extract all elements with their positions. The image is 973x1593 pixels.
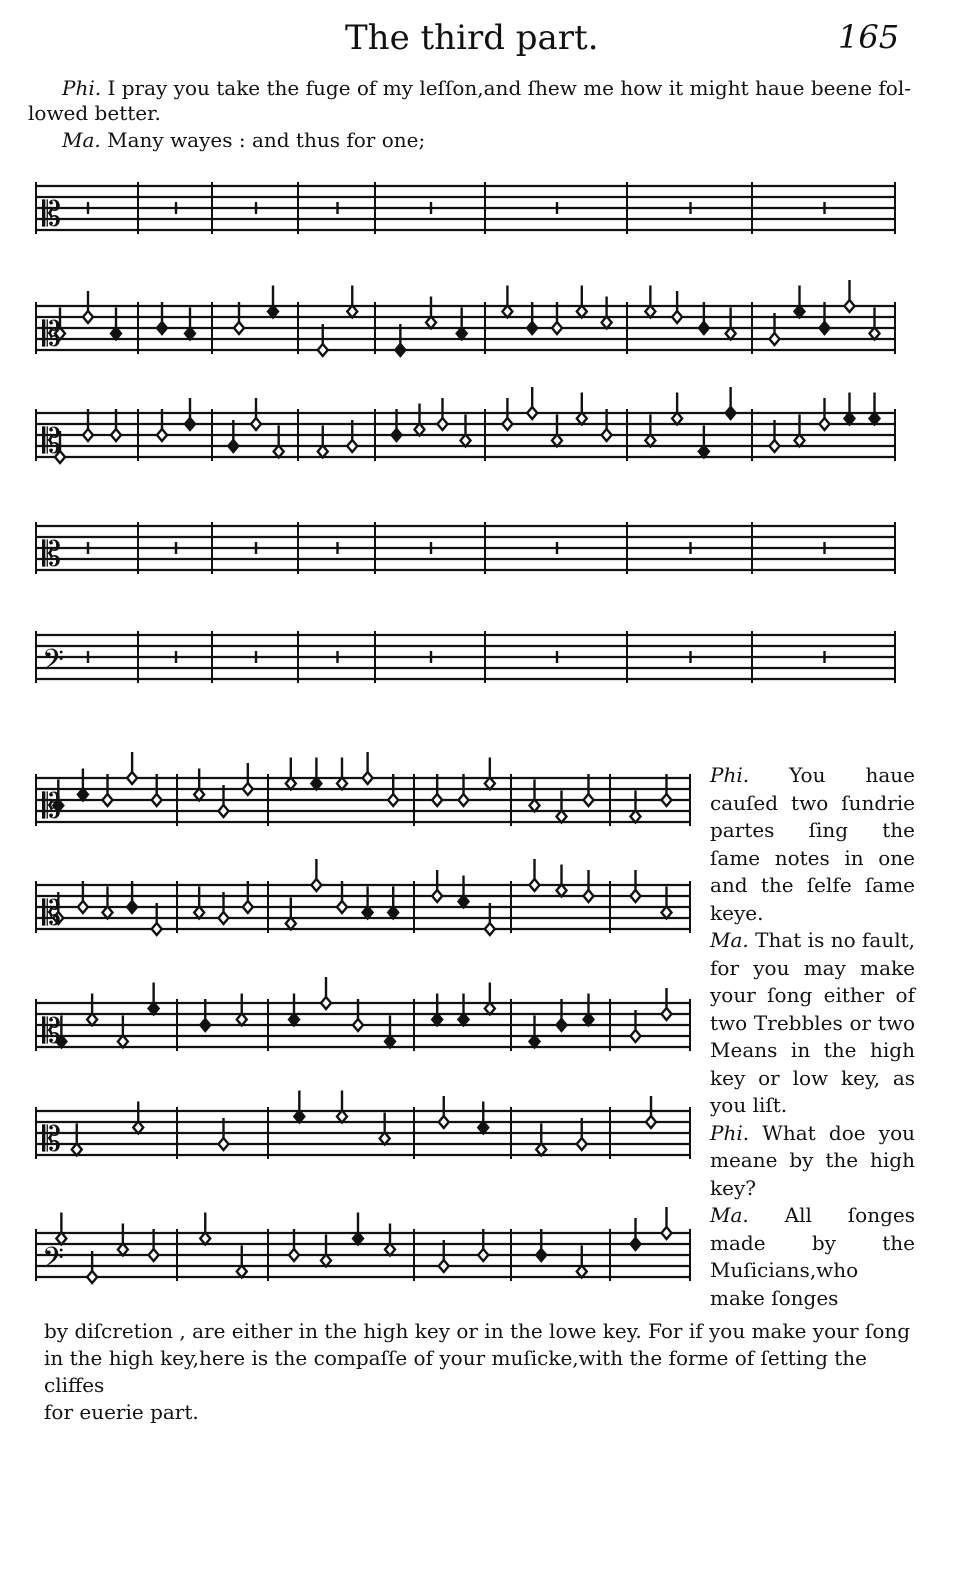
note-head [318, 446, 328, 458]
note-head [459, 896, 469, 908]
speaker-label: Ma. [710, 928, 749, 952]
note-head [289, 1014, 299, 1026]
note-head [577, 1266, 587, 1278]
note-head [631, 1030, 641, 1042]
note-head [385, 1036, 395, 1048]
note-head [820, 418, 830, 430]
side-paragraph [710, 1120, 915, 1203]
note-head [286, 918, 296, 930]
note-head [527, 407, 537, 419]
note-head [133, 1122, 143, 1134]
note-head [185, 418, 195, 430]
note-head [584, 1014, 594, 1026]
note-head [584, 794, 594, 806]
note-head [438, 418, 448, 430]
note-head [870, 328, 880, 340]
note-head [268, 306, 278, 318]
note-head [118, 1036, 128, 1048]
note-head [530, 879, 540, 891]
speaker-label: Phi. [710, 763, 750, 787]
note-head [311, 778, 321, 790]
note-head [415, 424, 425, 436]
clef-sign: 𝄡 [42, 893, 61, 934]
side-paragraph [710, 762, 915, 927]
note-head [219, 912, 229, 924]
note-head [557, 885, 567, 897]
note-head [699, 322, 709, 334]
note-head [557, 1019, 567, 1031]
note-head [672, 311, 682, 323]
note-head [485, 1003, 495, 1015]
clef-sign: 𝄡 [42, 1119, 61, 1160]
side-paragraph [710, 927, 915, 1120]
note-head [353, 1019, 363, 1031]
note-head [795, 435, 805, 447]
note-head [459, 1014, 469, 1026]
speaker-label: Phi. [62, 76, 102, 100]
note-head [385, 1244, 395, 1256]
note-head [72, 1144, 82, 1156]
note-head [699, 446, 709, 458]
note-head [602, 429, 612, 441]
note-head [552, 322, 562, 334]
note-head [83, 311, 93, 323]
note-head [770, 333, 780, 345]
note-head [557, 811, 567, 823]
note-head [395, 344, 405, 356]
note-head [363, 907, 373, 919]
note-head [662, 794, 672, 806]
note-head [337, 901, 347, 913]
note-head [770, 440, 780, 452]
note-head [311, 879, 321, 891]
note-head [149, 1249, 159, 1261]
note-head [432, 794, 442, 806]
note-head [631, 1238, 641, 1250]
note-head [243, 783, 253, 795]
intro-text: lowed better. [28, 101, 161, 125]
side-text: All ſonges made by the Muſicians,who make ſonges [710, 1203, 915, 1310]
clef-sign: 𝄢 [42, 643, 64, 684]
note-head [485, 778, 495, 790]
note-head [577, 306, 587, 318]
note-head [321, 997, 331, 1009]
note-head [388, 794, 398, 806]
note-head [584, 890, 594, 902]
note-head [294, 1111, 304, 1123]
note-head [251, 418, 261, 430]
intro-text: I pray you take the fuge of my leſſon,and ſhew me how it might haue beene fol- [101, 76, 912, 100]
note-head [337, 778, 347, 790]
note-head [870, 413, 880, 425]
note-head [127, 772, 137, 784]
note-head [228, 440, 238, 452]
note-head [87, 1271, 97, 1283]
note-head [502, 418, 512, 430]
note-head [432, 1014, 442, 1026]
note-head [111, 429, 121, 441]
note-head [577, 1138, 587, 1150]
note-head [530, 1036, 540, 1048]
note-head [459, 794, 469, 806]
note-head [530, 800, 540, 812]
clef-sign: 𝄡 [42, 786, 61, 827]
note-head [502, 306, 512, 318]
note-head [646, 1116, 656, 1128]
note-head [243, 901, 253, 913]
note-head [536, 1144, 546, 1156]
note-head [439, 1116, 449, 1128]
note-head [127, 901, 137, 913]
note-head [845, 300, 855, 312]
running-title: The third part. [345, 18, 599, 58]
note-head [83, 429, 93, 441]
note-head [380, 1133, 390, 1145]
note-head [662, 907, 672, 919]
clefs [42, 195, 64, 1282]
note-head [152, 923, 162, 935]
note-head [274, 446, 284, 458]
speaker-label: Ma. [710, 1203, 749, 1227]
note-head [200, 1233, 210, 1245]
closing-paragraph [44, 1318, 924, 1426]
note-head [337, 1111, 347, 1123]
note-head [439, 1260, 449, 1272]
note-head [289, 1249, 299, 1261]
note-head [103, 794, 113, 806]
body-line: in the high key,here is the compaſſe of your muſicke,with the forme of ſetting the cliffes [44, 1346, 868, 1397]
note-head [602, 317, 612, 329]
note-head [672, 413, 682, 425]
clef-sign: 𝄡 [42, 194, 61, 235]
note-head [78, 901, 88, 913]
side-text: What doe you meane by the high key? [710, 1120, 915, 1200]
note-head [457, 328, 467, 340]
note-head [478, 1122, 488, 1134]
note-head [286, 778, 296, 790]
note-head [392, 429, 402, 441]
note-head [200, 1019, 210, 1031]
note-head [631, 811, 641, 823]
speaker-label: Ma. [62, 128, 101, 152]
clef-sign: 𝄢 [42, 1241, 64, 1282]
note-head [645, 435, 655, 447]
note-head [152, 794, 162, 806]
note-head [536, 1249, 546, 1261]
note-head [118, 1244, 128, 1256]
note-head [157, 429, 167, 441]
note-head [478, 1249, 488, 1261]
note-head [461, 435, 471, 447]
note-head [845, 413, 855, 425]
note-head [662, 1008, 672, 1020]
note-head [149, 1003, 159, 1015]
note-head [485, 923, 495, 935]
note-head [363, 772, 373, 784]
side-dialogue [710, 762, 915, 1312]
clef-sign: 𝄡 [42, 534, 61, 575]
side-paragraph [710, 1202, 915, 1312]
side-text: You haue cauſed two ſundrie partes ſing the ſame notes in one and the ſelfe ſame keye. [710, 763, 915, 925]
note-head [726, 407, 736, 419]
note-head [219, 805, 229, 817]
note-head [662, 1227, 672, 1239]
page-number: 165 [838, 18, 900, 56]
note-head [111, 328, 121, 340]
note-head [194, 907, 204, 919]
note-head [353, 1233, 363, 1245]
note-head [527, 322, 537, 334]
body-line: by diſcretion , are either in the high key or in the lowe key. For if you make your ſong [44, 1319, 911, 1343]
note-head [347, 306, 357, 318]
note-head [237, 1014, 247, 1026]
note-head [432, 890, 442, 902]
note-head [347, 440, 357, 452]
note-head [87, 1014, 97, 1026]
clef-sign: 𝄡 [42, 421, 61, 462]
note-head [318, 344, 328, 356]
note-head [726, 328, 736, 340]
note-head [103, 907, 113, 919]
intro-text: Many wayes : and thus for one; [100, 128, 426, 152]
clef-sign: 𝄡 [42, 314, 61, 355]
clef-sign: 𝄡 [42, 1011, 61, 1052]
note-head [645, 306, 655, 318]
body-line: for euerie part. [44, 1400, 199, 1424]
note-head [426, 317, 436, 329]
note-head [237, 1266, 247, 1278]
side-text: That is no fault, for you may make your ſong either of two Trebbles or two Means in the high key or low key, as you liſt. [710, 928, 915, 1117]
note-head [234, 322, 244, 334]
note-head [185, 328, 195, 340]
note-head [631, 890, 641, 902]
note-head [321, 1255, 331, 1267]
speaker-label: Phi. [710, 1120, 750, 1145]
note-head [820, 322, 830, 334]
note-head [388, 907, 398, 919]
note-head [577, 413, 587, 425]
note-head [795, 306, 805, 318]
note-head [78, 789, 88, 801]
note-head [219, 1138, 229, 1150]
note-head [194, 789, 204, 801]
note-head [157, 322, 167, 334]
note-head [552, 435, 562, 447]
